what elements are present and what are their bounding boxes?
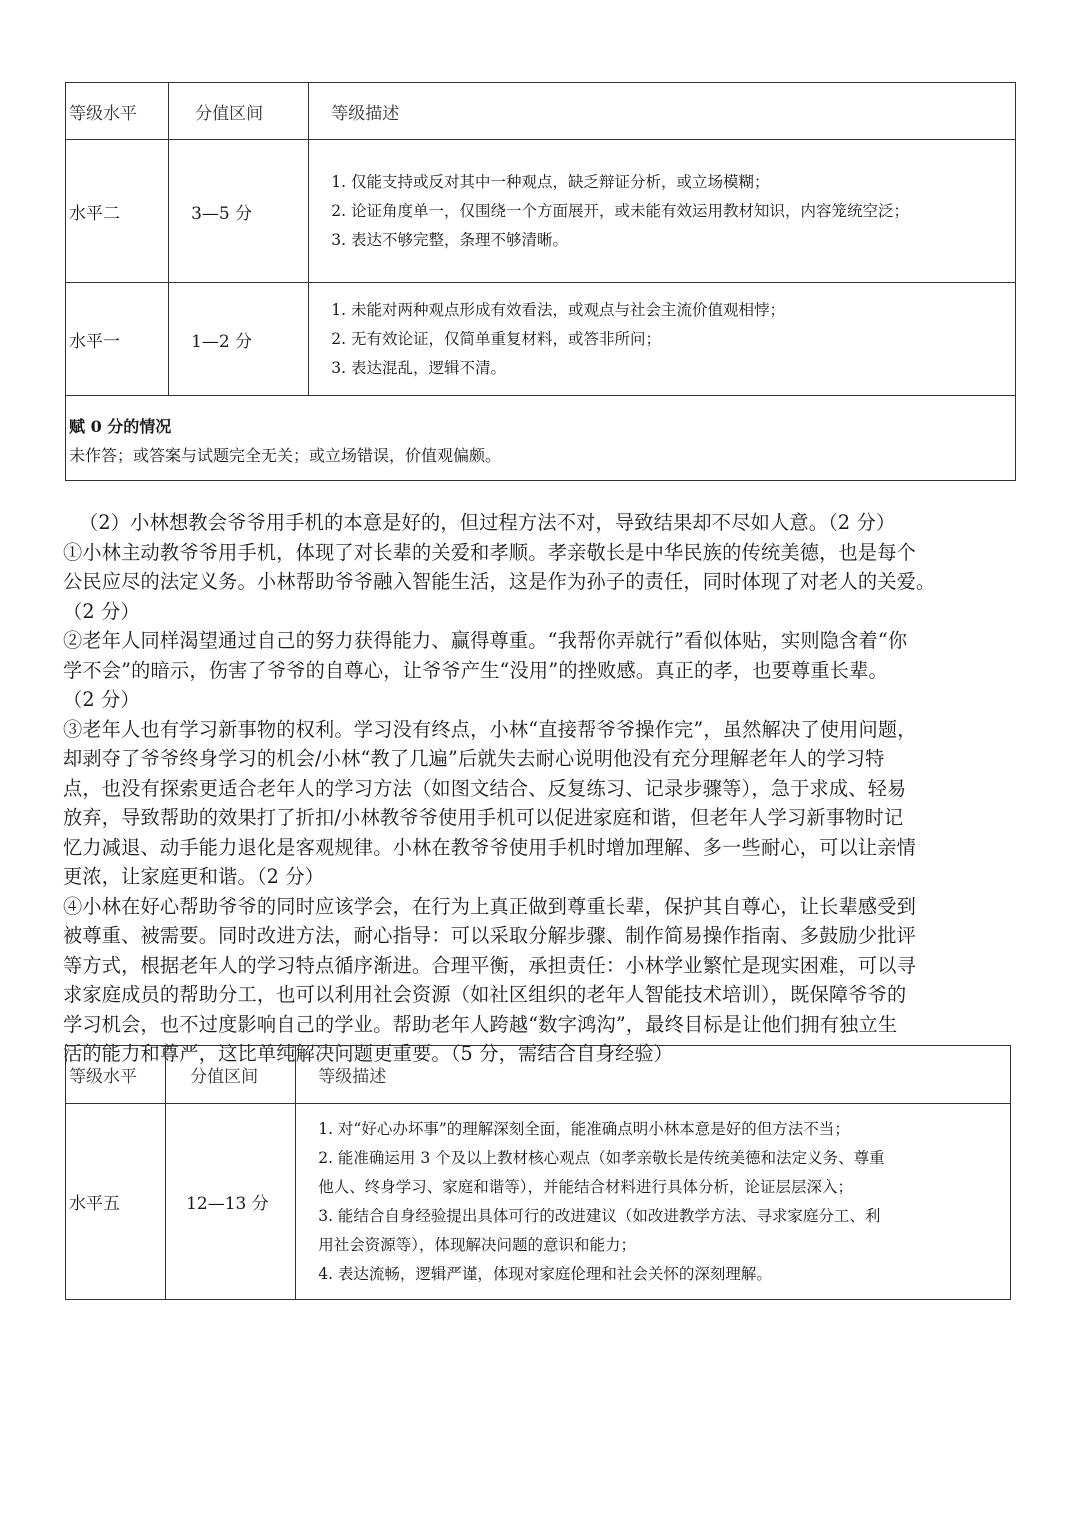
answer-line: 忆力减退、动手能力退化是客观规律。小林在教爷爷使用手机时增加理解、多一些耐心，可以让亲情 bbox=[63, 835, 917, 859]
header-level: 等级水平 bbox=[66, 1046, 166, 1104]
desc-line: 2. 无有效论证，仅简单重复材料，或答非所问； bbox=[331, 329, 661, 348]
header-range: 分值区间 bbox=[166, 1046, 296, 1104]
header-desc: 等级描述 bbox=[309, 83, 1016, 140]
rubric-table-1 bbox=[65, 82, 1016, 481]
desc-line: 4. 表达流畅，逻辑严谨，体现对家庭伦理和社会关怀的深刻理解。 bbox=[318, 1264, 772, 1283]
zero-score-body: 未作答；或答案与试题完全无关；或立场错误，价值观偏颇。 bbox=[69, 446, 502, 465]
desc-line: 3. 表达混乱，逻辑不清。 bbox=[331, 358, 506, 377]
level-cell: 水平五 bbox=[66, 1104, 166, 1300]
table-row bbox=[66, 283, 1016, 396]
header-range: 分值区间 bbox=[169, 83, 309, 140]
desc-line: 用社会资源等），体现解决问题的意识和能力； bbox=[318, 1235, 636, 1254]
header-level: 等级水平 bbox=[66, 83, 169, 140]
desc-line: 3. 表达不够完整，条理不够清晰。 bbox=[331, 230, 568, 249]
answer-line: ②老年人同样渴望通过自己的努力获得能力、赢得尊重。“我帮你弄就行”看似体贴，实则隐含着“你 bbox=[63, 629, 908, 652]
answer-line: 等方式，根据老年人的学习特点循序渐进。合理平衡，承担责任：小林学业繁忙是现实困难，可以寻 bbox=[63, 953, 917, 977]
table-row bbox=[66, 1104, 1011, 1300]
desc-line: 2. 论证角度单一，仅围绕一个方面展开，或未能有效运用教材知识，内容笼统空泛； bbox=[331, 201, 909, 220]
rubric-table-2 bbox=[65, 1045, 1011, 1300]
desc-cell bbox=[296, 1104, 1011, 1300]
range-cell: 1—2 分 bbox=[169, 283, 309, 396]
answer-line: （2 分） bbox=[63, 688, 140, 711]
level-cell: 水平二 bbox=[66, 140, 169, 283]
header-desc: 等级描述 bbox=[296, 1046, 1011, 1104]
answer-line: （2）小林想教会爷爷用手机的本意是好的，但过程方法不对，导致结果却不尽如人意。（2 分） bbox=[79, 511, 896, 534]
answer-line: 活的能力和尊严，这比单纯解决问题更重要。（5 分，需结合自身经验） bbox=[63, 1042, 674, 1065]
desc-line: 1. 未能对两种观点形成有效看法，或观点与社会主流价值观相悖； bbox=[331, 300, 785, 319]
answer-line: ④小林在好心帮助爷爷的同时应该学会，在行为上真正做到尊重长辈，保护其自尊心，让长辈感受到 bbox=[63, 894, 917, 918]
desc-line: 3. 能结合自身经验提出具体可行的改进建议（如改进教学方法、寻求家庭分工、利 bbox=[318, 1206, 881, 1225]
answer-line: （2 分） bbox=[63, 599, 140, 623]
answer-line: 更浓，让家庭更和谐。（2 分） bbox=[63, 865, 325, 888]
desc-line: 1. 仅能支持或反对其中一种观点，缺乏辩证分析，或立场模糊； bbox=[331, 172, 770, 191]
zero-score-cell bbox=[66, 396, 1016, 481]
desc-cell bbox=[309, 140, 1016, 283]
zero-score-title: 赋 0 分的情况 bbox=[69, 417, 172, 436]
answer-line: 却剥夺了爷爷终身学习的机会/小林“教了几遍”后就失去耐心说明他没有充分理解老年人的学习特 bbox=[63, 747, 885, 770]
range-cell: 12—13 分 bbox=[166, 1104, 296, 1300]
desc-line: 1. 对“好心办坏事”的理解深刻全面，能准确点明小林本意是好的但方法不当； bbox=[318, 1119, 850, 1138]
answer-line: ③老年人也有学习新事物的权利。学习没有终点，小林“直接帮爷爷操作完”，虽然解决了使用问题， bbox=[63, 717, 917, 741]
answer-line: ①小林主动教爷爷用手机，体现了对长辈的关爱和孝顺。孝亲敬长是中华民族的传统美德，也是每个 bbox=[63, 540, 917, 564]
level-cell: 水平一 bbox=[66, 283, 169, 396]
desc-line: 他人、终身学习、家庭和谐等），并能结合材料进行具体分析，论证层层深入； bbox=[318, 1177, 853, 1196]
answer-line: 学习机会，也不过度影响自己的学业。帮助老年人跨越“数字鸿沟”，最终目标是让他们拥有独立生 bbox=[63, 1012, 898, 1036]
answer-line: 被尊重、被需要。同时改进方法，耐心指导：可以采取分解步骤、制作简易操作指南、多鼓励少批评 bbox=[63, 924, 917, 947]
answer-line: 学不会”的暗示，伤害了爷爷的自尊心，让爷爷产生“没用”的挫败感。真正的孝，也要尊重长辈。 bbox=[63, 658, 888, 682]
answer-line: 放弃，导致帮助的效果打了折扣/小林教爷爷使用手机可以促进家庭和谐，但老年人学习新事物时记 bbox=[63, 806, 904, 829]
answer-line: 点，也没有探索更适合老年人的学习方法（如图文结合、反复练习、记录步骤等），急于求成、轻易 bbox=[63, 776, 907, 800]
answer-line: 求家庭成员的帮助分工，也可以利用社会资源（如社区组织的老年人智能技术培训），既保障爷爷的 bbox=[63, 983, 907, 1006]
table-header-row bbox=[66, 83, 1016, 140]
zero-score-row bbox=[66, 396, 1016, 481]
desc-line: 2. 能准确运用 3 个及以上教材核心观点（如孝亲敬长是传统美德和法定义务、尊重 bbox=[318, 1148, 885, 1167]
desc-cell bbox=[309, 283, 1016, 396]
range-cell: 3—5 分 bbox=[169, 140, 309, 283]
table-row bbox=[66, 140, 1016, 283]
answer-line: 公民应尽的法定义务。小林帮助爷爷融入智能生活，这是作为孙子的责任，同时体现了对老人的关爱。 bbox=[63, 570, 936, 593]
answer-text bbox=[63, 508, 1023, 1069]
table-header-row bbox=[66, 1046, 1011, 1104]
